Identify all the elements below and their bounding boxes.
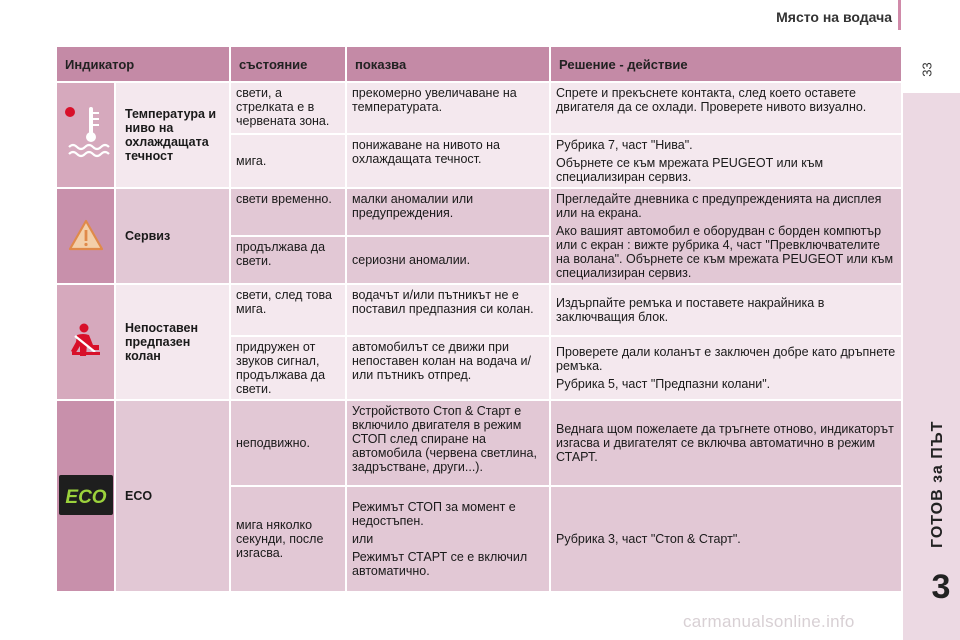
header-divider <box>898 0 901 30</box>
action-cell <box>550 400 902 486</box>
indicator-name: ECO <box>115 400 230 592</box>
column-header-state: състояние <box>230 47 346 82</box>
indicates-text: Режимът СТАРТ се е включил автоматично. <box>352 550 528 578</box>
state-cell: мига. <box>230 134 346 188</box>
indicator-icon-cell <box>57 82 115 188</box>
indicates-cell: автомобилът се движи при непоставен колан на водача и/или пътникъ отпред. <box>346 336 550 400</box>
chapter-number: 3 <box>931 568 951 606</box>
indicator-icon-cell <box>57 400 115 592</box>
service-warning-icon <box>68 218 104 255</box>
action-text: Обърнете се към мрежата PEUGEOT или към специализиран сервиз. <box>556 156 824 184</box>
action-cell <box>550 134 902 188</box>
watermark: carmanualsonline.info <box>683 612 855 631</box>
chapter-label: ГОТОВ за ПЪТ <box>929 420 946 548</box>
action-cell <box>550 188 902 284</box>
indicator-name: Непоставен предпазен колан <box>115 284 230 400</box>
action-text: Веднага щом пожелаете да тръгнете отново, индикаторът изгасва и двигателят се включва автоматично в режим СТАРТ. <box>556 422 894 464</box>
eco-icon-text: ECO <box>64 486 107 508</box>
indicator-name: Сервиз <box>115 188 230 284</box>
action-text: Спрете и прекъснете контакта, след което оставете двигателя да се охлади. Проверете нивото визуално. <box>556 86 867 114</box>
indicates-cell <box>346 486 550 592</box>
indicates-cell: понижаване на нивото на охлаждащата течност. <box>346 134 550 188</box>
indicates-cell: водачът и/или пътникът не е поставил предпазния си колан. <box>346 284 550 336</box>
column-header-action: Решение - действие <box>550 47 902 82</box>
indicator-name: Температура и ниво на охлаждащата течност <box>115 82 230 188</box>
table-row <box>57 82 902 134</box>
column-header-indicates: показва <box>346 47 550 82</box>
indicates-text: Режимът СТОП за момент е недостъпен. <box>352 500 516 528</box>
table-row <box>57 188 902 236</box>
indicator-icon-cell <box>57 188 115 284</box>
state-cell: продължава да свети. <box>230 236 346 284</box>
state-cell: неподвижно. <box>230 400 346 486</box>
page-number: 33 <box>919 62 935 77</box>
state-cell: придружен от звуков сигнал, продължава да свети. <box>230 336 346 400</box>
seatbelt-icon <box>69 322 103 363</box>
indicator-icon-cell <box>57 284 115 400</box>
indicates-text: Устройството Стоп & Старт е включило двигателя в режим СТОП след спиране на автомобила (червена светлина, задръстване, други...). <box>352 404 537 474</box>
action-cell <box>550 336 902 400</box>
table-row <box>57 284 902 336</box>
indicates-cell: сериозни аномалии. <box>346 236 550 284</box>
column-header-indicator: Индикатор <box>57 47 230 82</box>
indicator-table <box>57 47 903 593</box>
table-header-row <box>57 47 902 82</box>
state-cell: свети, след това мига. <box>230 284 346 336</box>
indicates-cell: прекомерно увеличаване на температурата. <box>346 82 550 134</box>
action-text: Проверете дали коланът е заключен добре като дръпнете ремъка. <box>556 345 896 373</box>
action-text: Ако вашият автомобил е оборудван с борден компютър или с екран : вижте рубрика 4, част "Превключвателите на волана". Обърнете се към мрежата PEUGEOT или към специализиран сервиз. <box>556 224 894 280</box>
state-cell: свети временно. <box>230 188 346 236</box>
action-cell <box>550 486 902 592</box>
action-text: Прегледайте дневника с предупрежденията на дисплея или на екрана. <box>556 192 882 220</box>
table-row <box>57 400 902 486</box>
indicates-text: или <box>352 532 374 546</box>
action-cell <box>550 82 902 134</box>
action-cell <box>550 284 902 336</box>
header-title: Място на водача <box>776 9 892 25</box>
action-text: Рубрика 3, част "Стоп & Старт". <box>556 532 741 546</box>
indicates-cell <box>346 400 550 486</box>
state-cell: мига няколко секунди, после изгасва. <box>230 486 346 592</box>
eco-icon <box>59 475 113 518</box>
chapter-sidebar <box>903 93 960 640</box>
state-cell: свети, а стрелката е в червената зона. <box>230 82 346 134</box>
indicates-cell: малки аномалии или предупреждения. <box>346 188 550 236</box>
action-text: Рубрика 5, част "Предпазни колани". <box>556 377 771 391</box>
coolant-temperature-icon <box>61 99 111 172</box>
action-text: Издърпайте ремъка и поставете накрайника в заключващия блок. <box>556 296 825 324</box>
action-text: Рубрика 7, част "Нива". <box>556 138 693 152</box>
